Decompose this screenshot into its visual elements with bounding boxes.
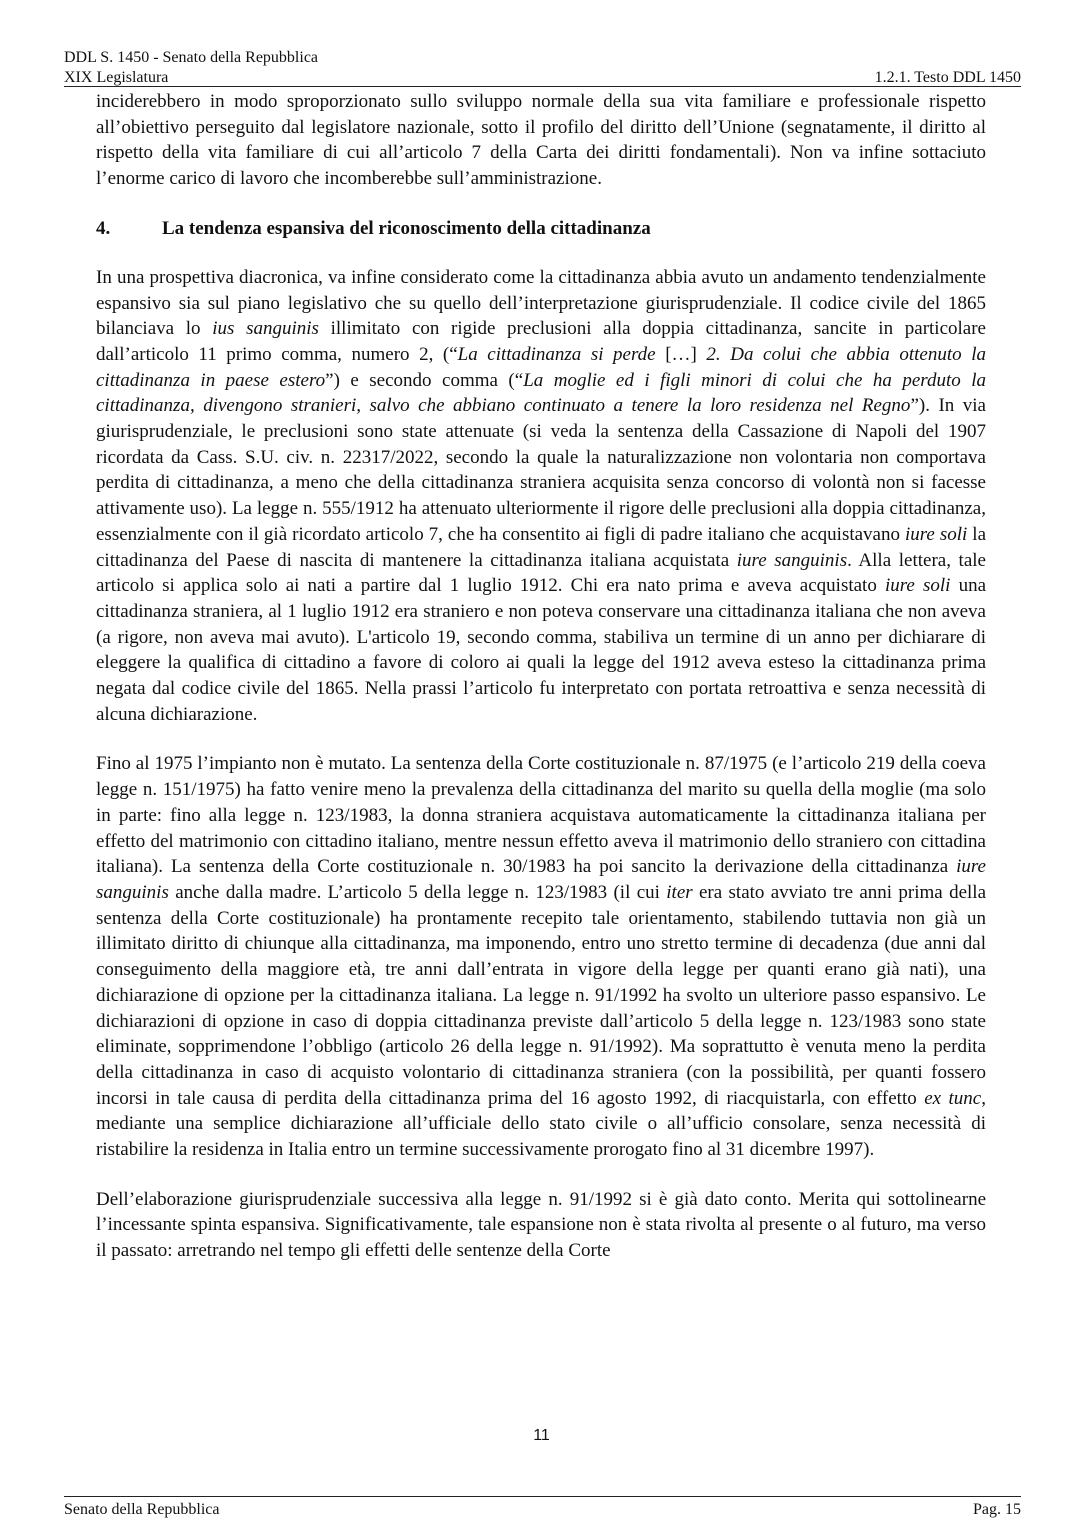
document-title: DDL S. 1450 - Senato della Repubblica [64, 49, 319, 66]
legislature-label: XIX Legislatura [64, 69, 169, 86]
header-divider [64, 86, 1021, 87]
text-run: In una prospettiva diacronica, va infine considerato come la cittadinanza abbia avuto un andamento tendenzialmente espansivo sia sul piano legislativo che su quello dell’interpretazione giurisprudenziale. Il codice civile del 1865 bilanciava lo [96, 266, 986, 340]
italic-term: ex tunc [924, 1087, 982, 1109]
text-run: ”) e secondo comma (“ [325, 369, 524, 391]
italic-term: ius sanguinis [212, 318, 319, 340]
italic-quote: 2. Da colui che abbia ottenuto la cittadinanza in paese estero [96, 343, 986, 391]
text-run: la cittadinanza del Paese di nascita di mantenere la cittadinanza italiana acquistata [96, 523, 987, 571]
text-run: illimitato con rigide preclusioni alla doppia cittadinanza, sancite in particolare dall’articolo 11 primo comma, numero 2, (“ [96, 318, 986, 365]
continuation-paragraph: inciderebbero in modo sproporzionato sullo sviluppo normale della sua vita familiare e professionale rispetto all’obiettivo perseguito dal legislatore nazionale, sotto il profilo del diritto dell’Unione (segnatamente, il diritto al rispetto della vita familiare di cui all’articolo 7 della Carta dei diritti fondamentali). Non va infine sottaciuto l’enorme carico di lavoro che incomberebbe sull’amministrazione. [96, 91, 986, 190]
document-body [96, 89, 986, 1264]
italic-term: iure sanguinis [96, 856, 986, 903]
text-run: Fino al 1975 l’impianto non è mutato. La sentenza della Corte costituzionale n. 87/1975 (e l’articolo 219 della coeva legge n. 151/1975) ha fatto venire meno la prevalenza della cittadinanza del marito su quella della moglie (ma solo in parte: fino alla legge n. 123/1983, la donna straniera acquistava automaticamente la cittadinanza italiana per effetto del matrimonio con cittadino italiano, mentre nessun effetto aveva il matrimonio dello straniero con cittadina italiana). La sentenza della Corte costituzionale n. 30/1983 ha poi sancito la derivazione della cittadinanza [96, 753, 986, 878]
text-run: ”). In via giurisprudenziale, le preclusioni sono state attenuate (si veda la sentenza della Cassazione di Napoli del 1907 ricordata da Cass. S.U. civ. n. 22317/2022, secondo la quale la naturalizzazione non volontaria non comportava perdita di cittadinanza, a meno che della cittadinanza straniera acquisita senza concorso di volontà non si facesse attivamente uso). La legge n. 555/1912 ha attenuato ulteriormente il rigore delle preclusioni alla doppia cittadinanza, essenzialmente con il già ricordato articolo 7, che ha consentito ai figli di padre italiano che acquistavano [96, 395, 986, 545]
paragraph-historical-evolution [96, 265, 986, 728]
paragraph-1975-reforms [96, 751, 986, 1162]
footer-institution: Senato della Repubblica [64, 1501, 220, 1518]
paragraph-case-law: Dell’elaborazione giurisprudenziale successiva alla legge n. 91/1992 si è già dato conto. Merita qui sottolinearne l’incessante spinta espansiva. Significativamente, tale espansione non è stata rivolta al presente o al futuro, ma verso il passato: arretrando nel tempo gli effetti delle sentenze della Corte [96, 1188, 986, 1262]
text-run: era stato avviato tre anni prima della sentenza della Corte costituzionale) ha prontamente recepito tale orientamento, stabilendo tuttavia non già un illimitato diritto di chiunque alla cittadinanza, ma imponendo, entro uno stretto termine di decadenza (due anni dal conseguimento della maggiore età, tre anni dall’entrata in vigore della legge per quanti erano già nati), una dichiarazione di opzione per la cittadinanza italiana. La legge n. 91/1992 ha svolto un ulteriore passo espansivo. Le dichiarazioni di opzione in caso di doppia cittadinanza previste dall’articolo 5 della legge n. 123/1983 sono state eliminate, sopprimendone l’obbligo (articolo 26 della legge n. 91/1992). Ma soprattutto è venuta meno la perdita della cittadinanza in caso di acquisto volontario di cittadinanza straniera (con la possibilità, per quanti fossero incorsi in tale causa di perdita della cittadinanza prima del 16 agosto 1992, di riacquistarla, con effetto [96, 881, 987, 1109]
section-reference: 1.2.1. Testo DDL 1450 [874, 69, 1021, 86]
section-heading [96, 216, 986, 241]
page-number: 11 [533, 1427, 550, 1444]
footer-divider [64, 1496, 1021, 1497]
text-run: anche dalla madre. L’articolo 5 della legge n. 123/1983 (il cui [168, 881, 667, 903]
italic-term: iter [666, 881, 693, 903]
text-run: […] [655, 343, 707, 365]
text-run: una cittadinanza straniera, al 1 luglio 1912 era straniero e non poteva conservare una cittadinanza italiana che non aveva (a rigore, non aveva mai avuto). L'articolo 19, secondo comma, stabiliva un termine di un anno per dichiarare di eleggere la qualifica di cittadino a favore di coloro ai quali la legge del 1912 aveva esteso la cittadinanza prima negata dal codice civile del 1865. Nella prassi l’articolo fu interpretato con portata retroattiva e senza necessità di alcuna dichiarazione. [96, 575, 987, 725]
italic-quote: La moglie ed i figli minori di colui che ha perduto la cittadinanza, divengono stranieri, salvo che abbiano continuato a tenere la loro residenza nel Regno [96, 369, 986, 417]
italic-term: iure soli [884, 575, 951, 597]
footer-page-label: Pag. 15 [973, 1501, 1021, 1518]
italic-term: iure sanguinis [736, 549, 848, 571]
text-run: , mediante una semplice dichiarazione all’ufficiale dello stato civile o all’ufficio consolare, senza necessità di ristabilire la residenza in Italia entro un termine successivamente prorogato fino al 31 dicembre 1997). [96, 1087, 986, 1161]
page-header [64, 46, 1021, 88]
text-run: . Alla lettera, tale articolo si applica solo ai nati a partire dal 1 luglio 1912. Chi era nato prima e aveva acquistato [96, 549, 986, 597]
italic-quote: La cittadinanza si perde [457, 343, 656, 365]
section-title: La tendenza espansiva del riconoscimento della cittadinanza [162, 217, 651, 239]
section-number: 4. [96, 217, 111, 239]
italic-term: iure soli [904, 523, 968, 545]
